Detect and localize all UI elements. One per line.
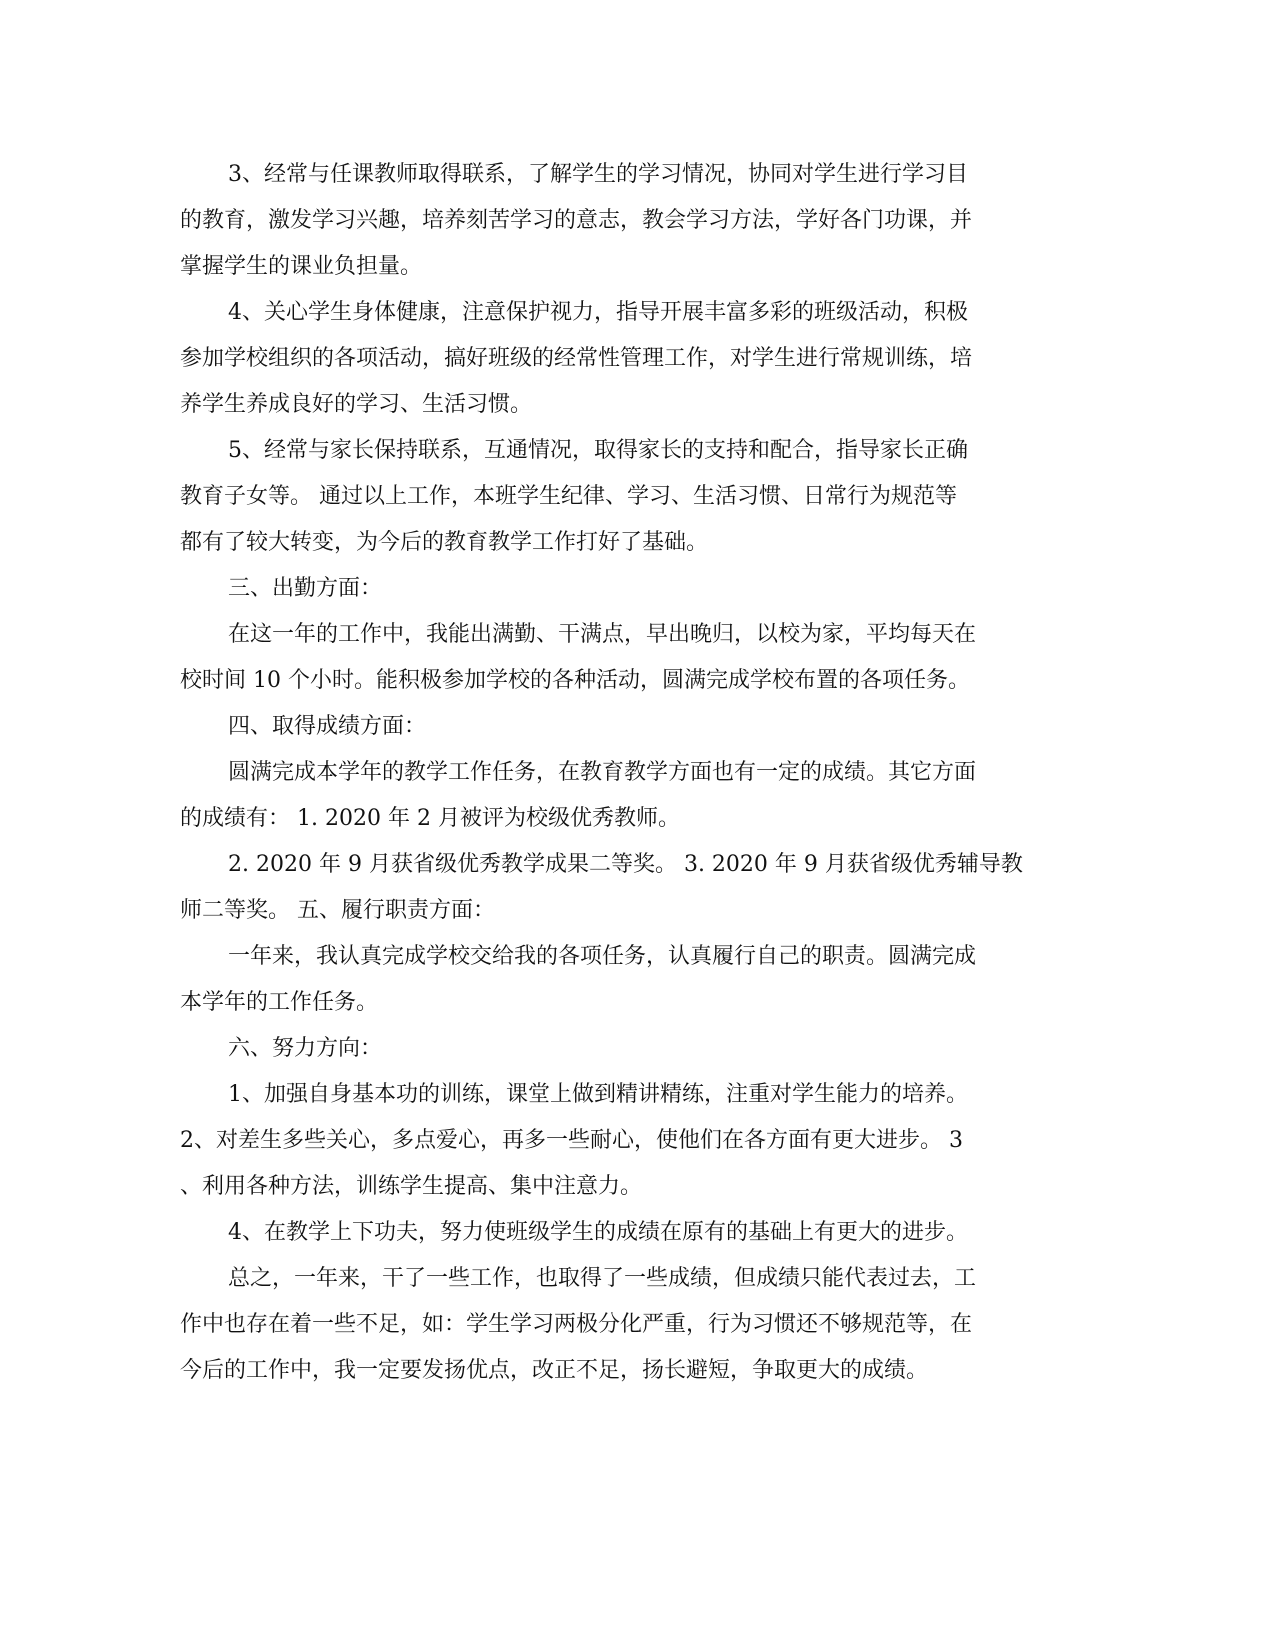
document-text-line: 5、经常与家长保持联系，互通情况，取得家长的支持和配合，指导家长正确 bbox=[228, 438, 968, 463]
document-text-line: 掌握学生的课业负担量。 bbox=[180, 254, 423, 279]
document-text-line: 4、关心学生身体健康，注意保护视力，指导开展丰富多彩的班级活动，积极 bbox=[228, 300, 968, 325]
document-text-line: 的成绩有： 1. 2020 年 2 月被评为校级优秀教师。 bbox=[180, 806, 680, 831]
document-text-line: 1、加强自身基本功的训练，课堂上做到精讲精练，注重对学生能力的培养。 bbox=[228, 1082, 968, 1107]
document-text-line: 三、出勤方面： bbox=[228, 576, 383, 601]
document-text-line: 教育子女等。 通过以上工作，本班学生纪律、学习、生活习惯、日常行为规范等 bbox=[180, 484, 957, 509]
document-text-line: 在这一年的工作中，我能出满勤、干满点，早出晚归，以校为家，平均每天在 bbox=[228, 622, 977, 647]
document-text-line: 圆满完成本学年的教学工作任务，在教育教学方面也有一定的成绩。其它方面 bbox=[228, 760, 977, 785]
document-text-line: 、利用各种方法，训练学生提高、集中注意力。 bbox=[180, 1174, 643, 1199]
document-text-line: 四、取得成绩方面： bbox=[228, 714, 427, 739]
document-text-line: 总之，一年来，干了一些工作，也取得了一些成绩，但成绩只能代表过去，工 bbox=[228, 1266, 977, 1291]
document-text-line: 作中也存在着一些不足，如：学生学习两极分化严重，行为习惯还不够规范等，在 bbox=[180, 1312, 973, 1337]
document-text-line: 今后的工作中，我一定要发扬优点，改正不足，扬长避短，争取更大的成绩。 bbox=[180, 1358, 929, 1383]
document-text-line: 本学年的工作任务。 bbox=[180, 990, 379, 1015]
document-text-line: 2、对差生多些关心，多点爱心，再多一些耐心，使他们在各方面有更大进步。 3 bbox=[180, 1128, 963, 1153]
document-text-line: 师二等奖。 五、履行职责方面： bbox=[180, 898, 495, 923]
document-text-line: 2. 2020 年 9 月获省级优秀教学成果二等奖。 3. 2020 年 9 月获省级优秀辅导教 bbox=[228, 852, 1023, 877]
document-text-line: 校时间 10 个小时。能积极参加学校的各种活动，圆满完成学校布置的各项任务。 bbox=[180, 668, 970, 693]
document-text-line: 参加学校组织的各项活动，搞好班级的经常性管理工作，对学生进行常规训练，培 bbox=[180, 346, 973, 371]
document-body bbox=[180, 152, 1040, 1394]
document-text-line: 4、在教学上下功夫，努力使班级学生的成绩在原有的基础上有更大的进步。 bbox=[228, 1220, 968, 1245]
document-text-line: 的教育，激发学习兴趣，培养刻苦学习的意志，教会学习方法，学好各门功课，并 bbox=[180, 208, 973, 233]
document-text-line: 都有了较大转变，为今后的教育教学工作打好了基础。 bbox=[180, 530, 709, 555]
document-text-line: 六、努力方向： bbox=[228, 1036, 383, 1061]
document-text-line: 3、经常与任课教师取得联系，了解学生的学习情况，协同对学生进行学习目 bbox=[228, 162, 968, 187]
document-text-line: 养学生养成良好的学习、生活习惯。 bbox=[180, 392, 533, 417]
document-text-line: 一年来，我认真完成学校交给我的各项任务，认真履行自己的职责。圆满完成 bbox=[228, 944, 977, 969]
